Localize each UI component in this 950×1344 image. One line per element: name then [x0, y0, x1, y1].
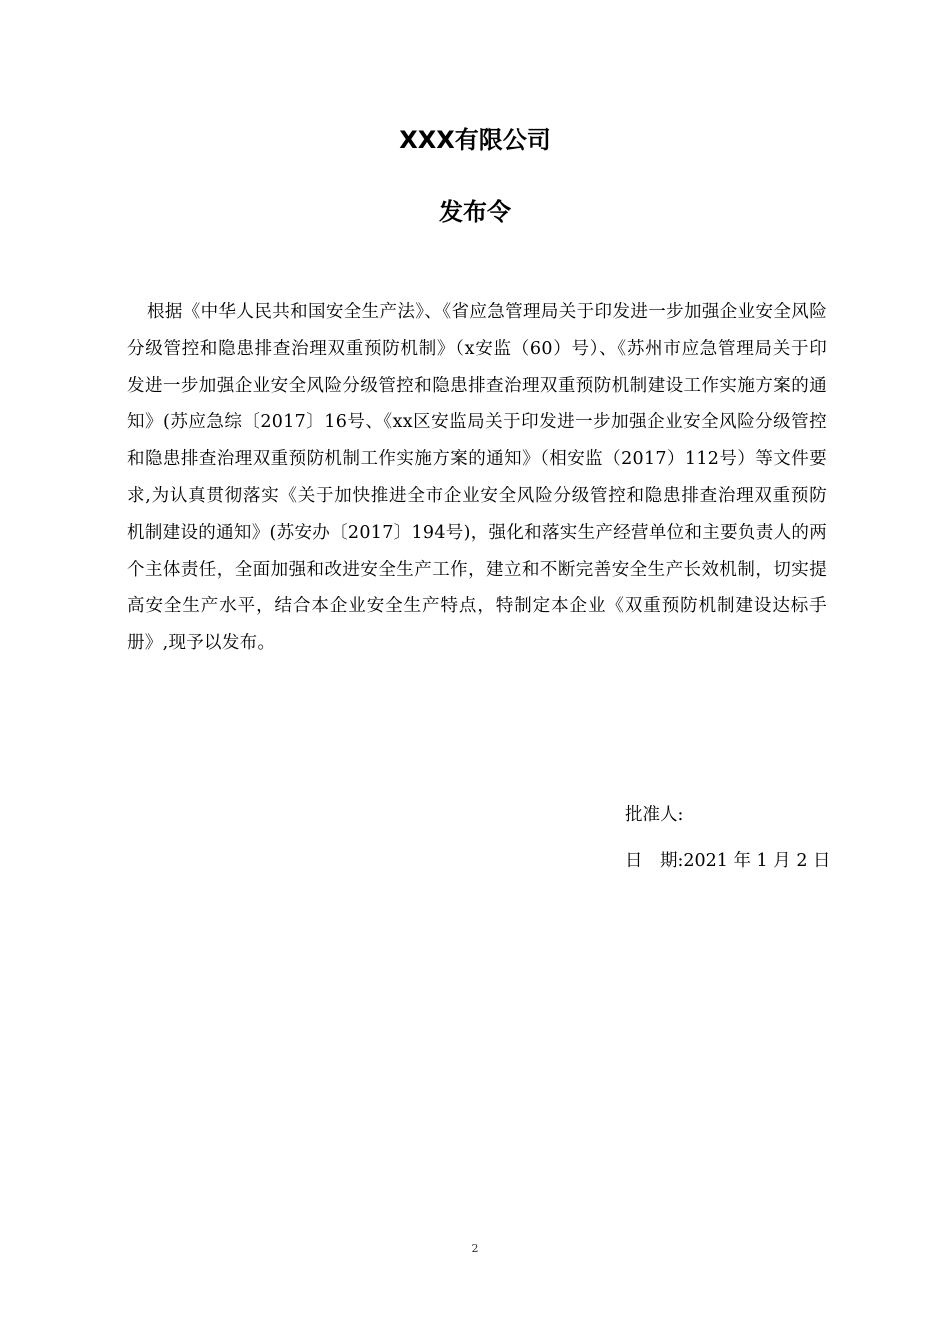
order-title: 发布令: [439, 198, 511, 226]
approver-label: 批准人:: [625, 805, 684, 825]
body-paragraph: 根据《中华人民共和国安全生产法》、《省应急管理局关于印发进一步加强企业安全风险分级管控和隐患排查治理双重预防机制》（x安监（60）号）、《苏州市应急管理局关于印发进一步加强企业安全风险分级管控和隐患排查治理双重预防机制建设工作实施方案的通知》(苏应急综〔2017〕16号、《xx区安监局关于印发进一步加强企业安全风险分级管控和隐患排查治理双重预防机制工作实施方案的通知》（相安监（2017）112号）等文件要求,为认真贯彻落实《关于加快推进全市企业安全风险分级管控和隐患排查治理双重预防机制建设的通知》(苏安办〔2017〕194号)，强化和落实生产经营单位和主要负责人的两个主体责任，全面加强和改进安全生产工作，建立和不断完善安全生产长效机制，切实提高安全生产水平，结合本企业安全生产特点，特制定本企业《双重预防机制建设达标手册》,现予以发布。: [127, 302, 827, 654]
page-number: 2: [471, 1242, 479, 1255]
signature-block: [625, 800, 865, 892]
company-title: XXX有限公司: [399, 126, 551, 154]
date-line: 日 期:2021 年 1 月 2 日: [625, 851, 831, 871]
